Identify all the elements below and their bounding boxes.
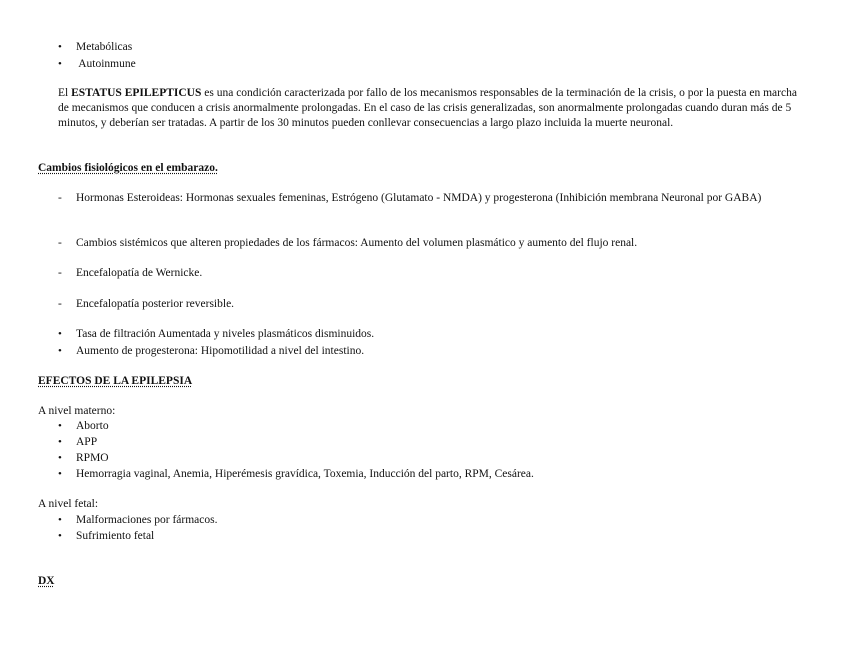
list-item [58,40,132,55]
list-item [58,529,154,544]
bullet-marker: • [58,452,62,464]
section-heading-dx: DX [38,575,55,587]
section-heading-efectos: EFECTOS DE LA EPILEPSIA [38,375,193,387]
list-item-text: Hormonas Esteroideas: Hormonas sexuales femeninas, Estrógeno (Glutamato - NMDA) y progesterona (Inhibición membrana Neuronal por GABA) [76,192,762,204]
list-item-text: APP [76,436,98,448]
paragraph-term: ESTATUS EPILEPTICUS [71,87,202,99]
bullet-marker: • [58,514,62,526]
list-item [58,344,364,359]
status-epilepticus-paragraph [58,86,798,131]
list-item [58,327,374,342]
list-item-text: Encefalopatía posterior reversible. [76,298,235,310]
section-heading-cambios: Cambios fisiológicos en el embarazo. [38,162,218,174]
list-item-text: Autoinmune [76,58,136,70]
dash-list-item [58,236,637,251]
list-item-text: Metabólicas [76,41,133,53]
bullet-marker: • [58,420,62,432]
paragraph-body: es una condición caracterizada por fallo de los mecanismos responsables de la terminación de la crisis, o por la puesta en marcha de mecanismos que conducen a crisis anormalmente prolongadas. En el caso de las crisis generalizadas, son anormalmente prolongadas cuando duran más de 5 minutos, y deberían ser tratadas. A partir de los 30 minutos pueden conllevar consecuencias a largo plazo incluida la muerte neuronal. [58,87,797,129]
list-item-text: Hemorragia vaginal, Anemia, Hiperémesis gravídica, Toxemia, Inducción del parto, RPM, Cesárea. [76,468,534,480]
list-item [58,451,109,466]
fetal-label: A nivel fetal: [38,498,99,510]
list-item [58,419,109,434]
list-item-text: Tasa de filtración Aumentada y niveles plasmáticos disminuidos. [76,328,375,340]
dash-marker: - [58,192,62,204]
dash-list-item [58,191,803,206]
list-item-text: Aborto [76,420,109,432]
list-item-text: Malformaciones por fármacos. [76,514,218,526]
list-item [58,57,136,72]
dash-marker: - [58,237,62,249]
list-item-text: Sufrimiento fetal [76,530,155,542]
bullet-marker: • [58,468,62,480]
bullet-marker: • [58,328,62,340]
dash-marker: - [58,298,62,310]
bullet-marker: • [58,345,62,357]
list-item-text: Cambios sistémicos que alteren propiedades de los fármacos: Aumento del volumen plasmático y aumento del flujo renal. [76,237,638,249]
list-item-text: RPMO [76,452,109,464]
bullet-marker: • [58,436,62,448]
bullet-marker: • [58,41,62,53]
paragraph-lead: El [58,87,72,99]
dash-list-item [58,266,202,281]
list-item-text: Aumento de progesterona: Hipomotilidad a nivel del intestino. [76,345,365,357]
list-item-text: Encefalopatía de Wernicke. [76,267,203,279]
bullet-marker: • [58,58,62,70]
bullet-marker: • [58,530,62,542]
dash-list-item [58,297,234,312]
dash-marker: - [58,267,62,279]
materno-label: A nivel materno: [38,405,116,417]
list-item [58,513,217,528]
list-item [58,435,97,450]
list-item [58,467,534,482]
